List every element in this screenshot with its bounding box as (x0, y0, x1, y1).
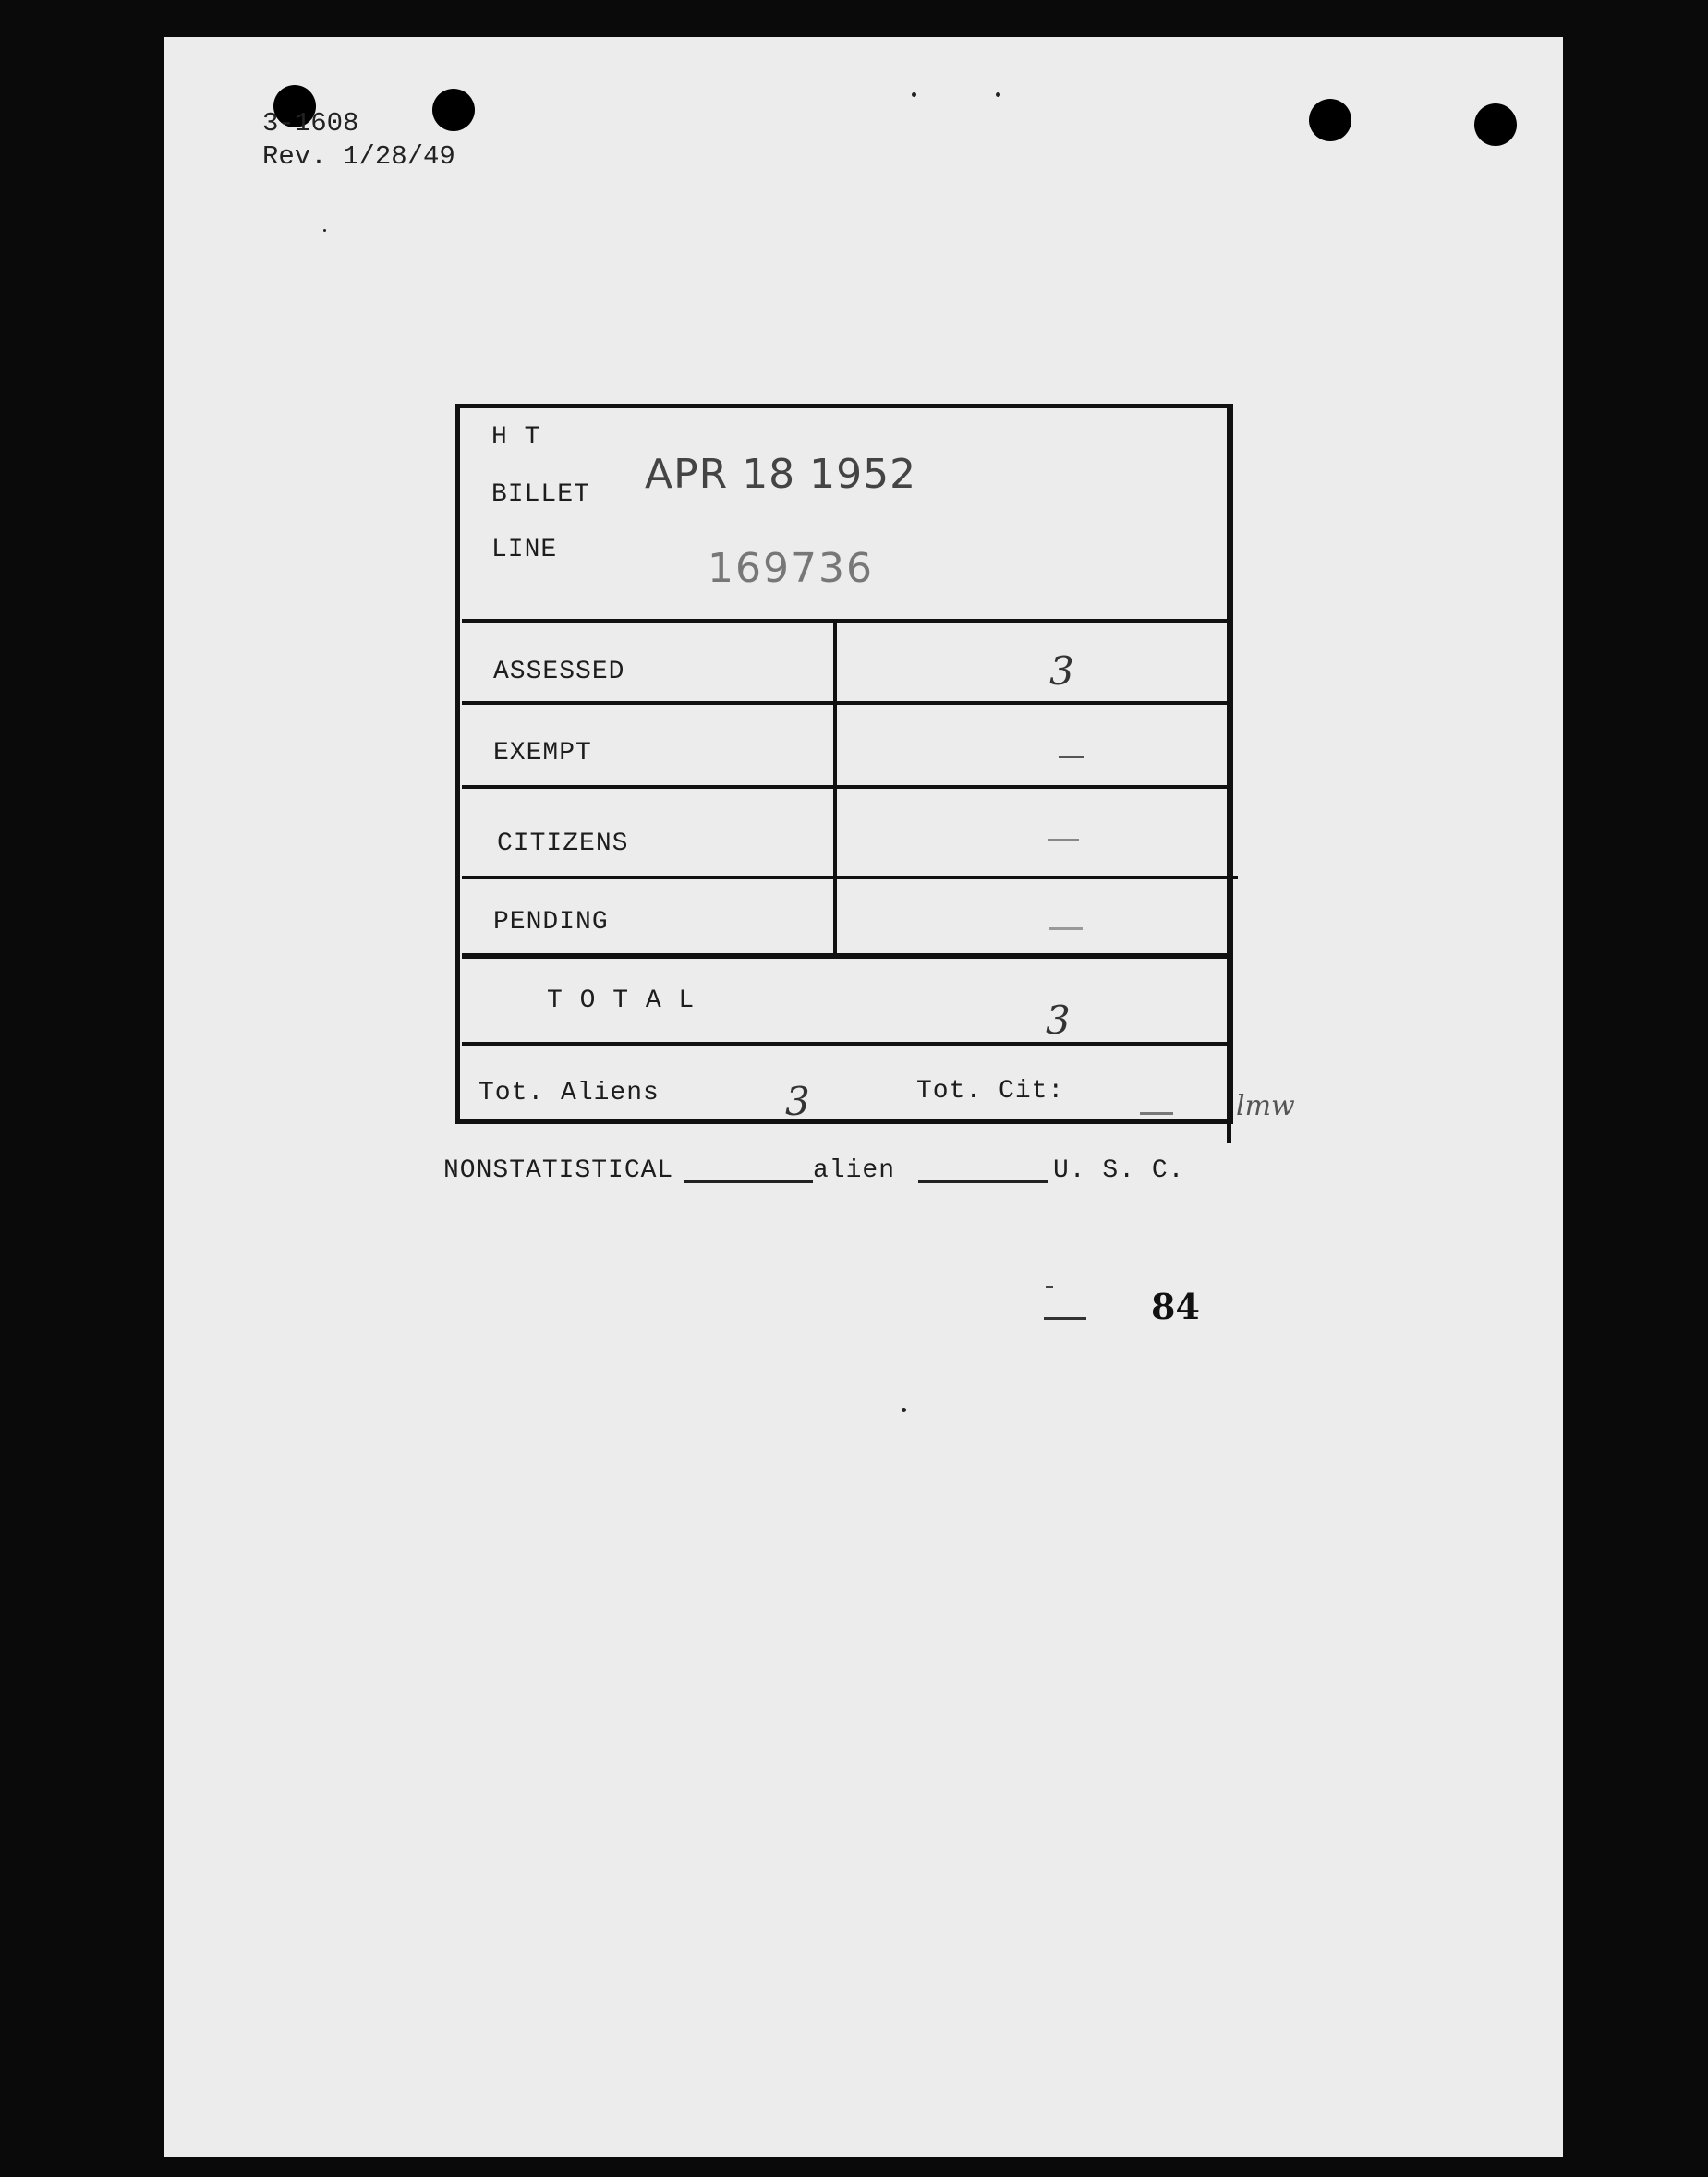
punch-hole-4 (1474, 103, 1517, 146)
initials: lmw (1236, 1090, 1295, 1122)
speck (323, 229, 326, 232)
rule-row-1 (462, 701, 1231, 705)
row-label-pending: PENDING (493, 908, 609, 937)
speck (912, 92, 916, 97)
tot-aliens-value: 3 (785, 1079, 810, 1124)
total-value: 3 (1046, 998, 1071, 1043)
row-value-exempt (1059, 756, 1084, 758)
column-divider (833, 619, 837, 955)
nonstatistical-alien-label: alien (813, 1156, 896, 1185)
page-number-dash-2 (1044, 1317, 1086, 1320)
row-label-assessed: ASSESSED (493, 658, 625, 686)
nonstatistical-blank-1 (684, 1180, 813, 1183)
tot-aliens-label: Tot. Aliens (478, 1079, 660, 1107)
form-number: 3-1608 (262, 108, 359, 139)
tot-cit-value (1140, 1112, 1173, 1115)
speck (996, 92, 1000, 97)
row-label-exempt: EXEMPT (493, 739, 592, 768)
form-header (262, 107, 455, 174)
row-value-assessed: 3 (1049, 648, 1074, 694)
rule-row-4 (462, 953, 1231, 959)
speck (902, 1408, 906, 1412)
date-stamp: APR 18 1952 (645, 451, 917, 498)
rule-row-2 (462, 785, 1231, 789)
label-line: LINE (491, 536, 558, 564)
tot-cit-label: Tot. Cit: (916, 1077, 1065, 1106)
total-label: T O T A L (547, 986, 696, 1015)
rule-row-3 (462, 876, 1238, 879)
nonstatistical-blank-2 (918, 1180, 1048, 1183)
row-label-citizens: CITIZENS (497, 829, 629, 858)
row-value-pending (1049, 927, 1083, 930)
row-value-citizens (1048, 839, 1079, 841)
punch-hole-3 (1309, 99, 1351, 141)
rule-top-block (462, 619, 1231, 623)
box-right-edge (1227, 404, 1231, 1143)
rule-total (462, 1042, 1231, 1046)
page-number-dash-1 (1046, 1286, 1053, 1288)
line-number-stamp: 169736 (708, 545, 874, 592)
label-ht: H T (491, 423, 541, 452)
label-billet: BILLET (491, 480, 590, 509)
page-number: 84 (1151, 1286, 1200, 1327)
form-revision: Rev. 1/28/49 (262, 141, 455, 172)
nonstatistical-label: NONSTATISTICAL (443, 1156, 674, 1185)
nonstatistical-usc-label: U. S. C. (1053, 1156, 1185, 1185)
